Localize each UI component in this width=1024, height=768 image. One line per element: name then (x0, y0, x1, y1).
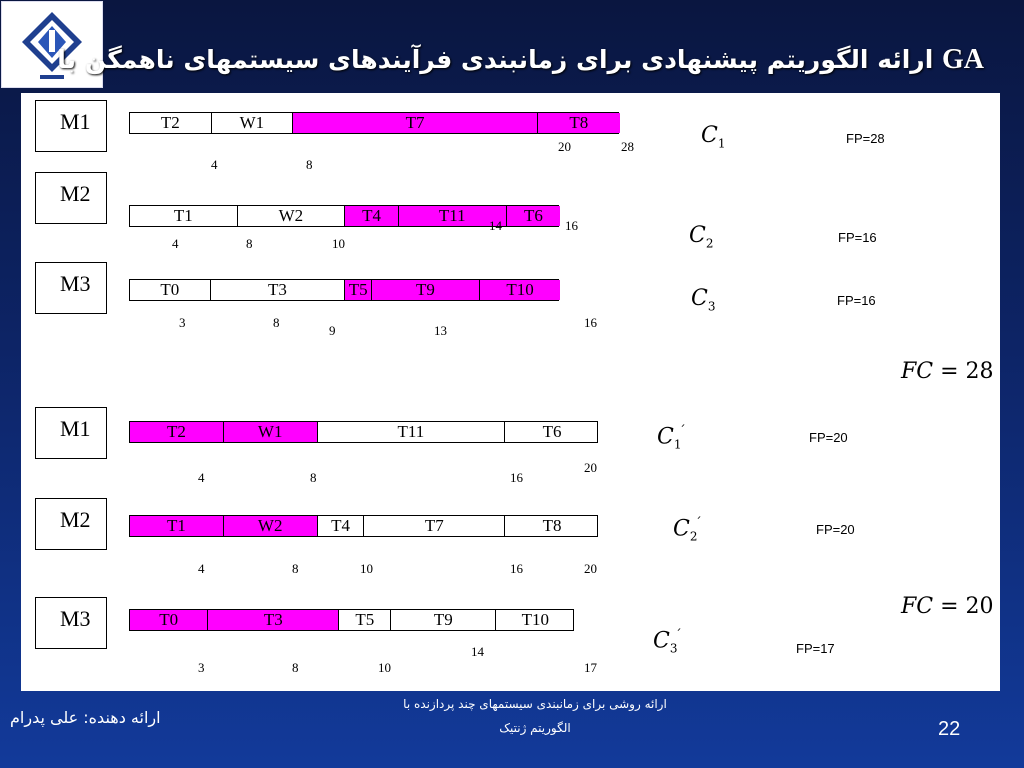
task-segment: T8 (542, 516, 562, 535)
task-segment: T0 (130, 610, 208, 630)
time-tick: 4 (198, 561, 205, 576)
slide-title (57, 44, 984, 76)
task-segment: W1 (224, 422, 318, 442)
time-tick: 10 (360, 561, 373, 576)
time-tick: 4 (198, 470, 205, 485)
title-ga: GA (942, 44, 984, 75)
time-tick: 17 (584, 660, 597, 675)
chromosome-index: 1 (673, 437, 682, 452)
task-segment: W2 (238, 206, 346, 226)
time-tick: 8 (306, 157, 313, 172)
time-tick: 8 (273, 315, 280, 330)
chromosome-label (701, 123, 725, 150)
time-tick: 16 (584, 315, 597, 330)
time-tick: 3 (179, 315, 186, 330)
chromosome-label (689, 223, 713, 250)
time-tick: 8 (292, 561, 299, 576)
time-tick: 16 (510, 470, 523, 485)
time-tick: 14 (471, 644, 484, 659)
chromosome-symbol: C (689, 223, 706, 248)
fc-number: 20 (965, 594, 994, 619)
task-segment: T11 (318, 422, 506, 442)
gantt-bar (129, 515, 598, 537)
gantt-bar (129, 279, 559, 301)
time-tick: 13 (434, 323, 447, 338)
presenter-name: ارائه دهنده: علی پدرام (10, 708, 161, 727)
time-tick: 4 (211, 157, 218, 172)
time-tick: 8 (310, 470, 317, 485)
task-segment: T9 (392, 610, 497, 630)
gantt-bar (129, 421, 598, 443)
machine-label: M1 (35, 100, 107, 152)
chromosome-symbol: C (701, 123, 718, 148)
task-segment: T2 (130, 113, 212, 133)
fc-number: 28 (965, 359, 994, 384)
task-segment: T0 (130, 280, 211, 300)
prime-mark: ′ (697, 515, 701, 531)
task-segment: T7 (293, 113, 538, 133)
fc-value (901, 594, 994, 619)
task-segment: T5 (339, 610, 391, 630)
task-segment: T3 (208, 610, 339, 630)
task-segment: T2 (130, 422, 224, 442)
chromosome-symbol: C (653, 628, 670, 654)
time-tick: 10 (332, 236, 345, 251)
prime-mark: ′ (681, 423, 685, 439)
time-tick: 20 (584, 561, 597, 576)
task-segment: T6 (542, 422, 562, 441)
fitness-value: FP=20 (809, 430, 848, 445)
task-segment: T10 (480, 280, 561, 300)
time-tick: 16 (510, 561, 523, 576)
time-tick: 9 (329, 323, 336, 338)
title-text: ارائه الگوریتم پیشنهادی برای زمانبندی فرآیندهای سیستمهای ناهمگن با (57, 45, 934, 74)
time-tick: 20 (584, 460, 597, 475)
equals-sign: = (933, 594, 966, 619)
fitness-value: FP=16 (837, 293, 876, 308)
chromosome-index: 3 (669, 641, 678, 656)
chromosome-index: 1 (717, 136, 726, 151)
chromosome-symbol: C (673, 516, 690, 542)
chromosome-label (657, 423, 685, 452)
machine-label: M2 (35, 498, 107, 550)
time-tick: 3 (198, 660, 205, 675)
fitness-value: FP=16 (838, 230, 877, 245)
machine-label: M3 (35, 262, 107, 314)
task-segment: T5 (345, 280, 372, 300)
gantt-bar (129, 112, 619, 134)
equals-sign: = (933, 359, 966, 384)
prime-mark: ′ (677, 627, 681, 643)
gantt-bar (129, 609, 574, 631)
time-tick: 10 (378, 660, 391, 675)
task-segment: T1 (130, 206, 238, 226)
machine-label: M3 (35, 597, 107, 649)
machine-label: M2 (35, 172, 107, 224)
task-segment: W1 (212, 113, 294, 133)
task-segment: T10 (521, 610, 549, 629)
time-tick: 8 (292, 660, 299, 675)
chromosome-label (691, 286, 715, 313)
chromosome-index: 3 (707, 299, 716, 314)
time-tick: 16 (565, 218, 578, 233)
fc-label: FC (901, 359, 934, 384)
task-segment: T11 (399, 206, 507, 226)
time-tick: 20 (558, 139, 571, 154)
fitness-value: FP=17 (796, 641, 835, 656)
machine-label: M1 (35, 407, 107, 459)
fc-value (901, 359, 994, 384)
footer-subtitle-line1: ارائه روشی برای زمانبندی سیستمهای چند پردازنده با (403, 697, 667, 711)
chromosome-symbol: C (657, 424, 674, 450)
fitness-value: FP=28 (846, 131, 885, 146)
task-segment: T4 (345, 206, 399, 226)
chromosome-label (673, 515, 701, 544)
page-number: 22 (938, 718, 961, 740)
footer-subtitle (380, 692, 690, 740)
task-segment: T3 (211, 280, 346, 300)
chromosome-index: 2 (705, 236, 714, 251)
task-segment: W2 (224, 516, 318, 536)
task-segment: T8 (538, 113, 620, 133)
time-tick: 8 (246, 236, 253, 251)
fitness-value: FP=20 (816, 522, 855, 537)
task-segment: T7 (365, 516, 506, 536)
chromosome-index: 2 (689, 529, 698, 544)
task-segment: T1 (130, 516, 224, 536)
time-tick: 28 (621, 139, 634, 154)
task-segment: T6 (507, 206, 561, 226)
chromosome-symbol: C (691, 286, 708, 311)
time-tick: 4 (172, 236, 179, 251)
footer-subtitle-line2: الگوریتم ژنتیک (499, 721, 571, 735)
task-segment: T9 (372, 280, 480, 300)
time-tick: 14 (489, 218, 502, 233)
fc-label: FC (901, 594, 934, 619)
schedule-panel (21, 93, 1000, 691)
task-segment: T4 (318, 516, 365, 536)
chromosome-label (653, 627, 681, 656)
